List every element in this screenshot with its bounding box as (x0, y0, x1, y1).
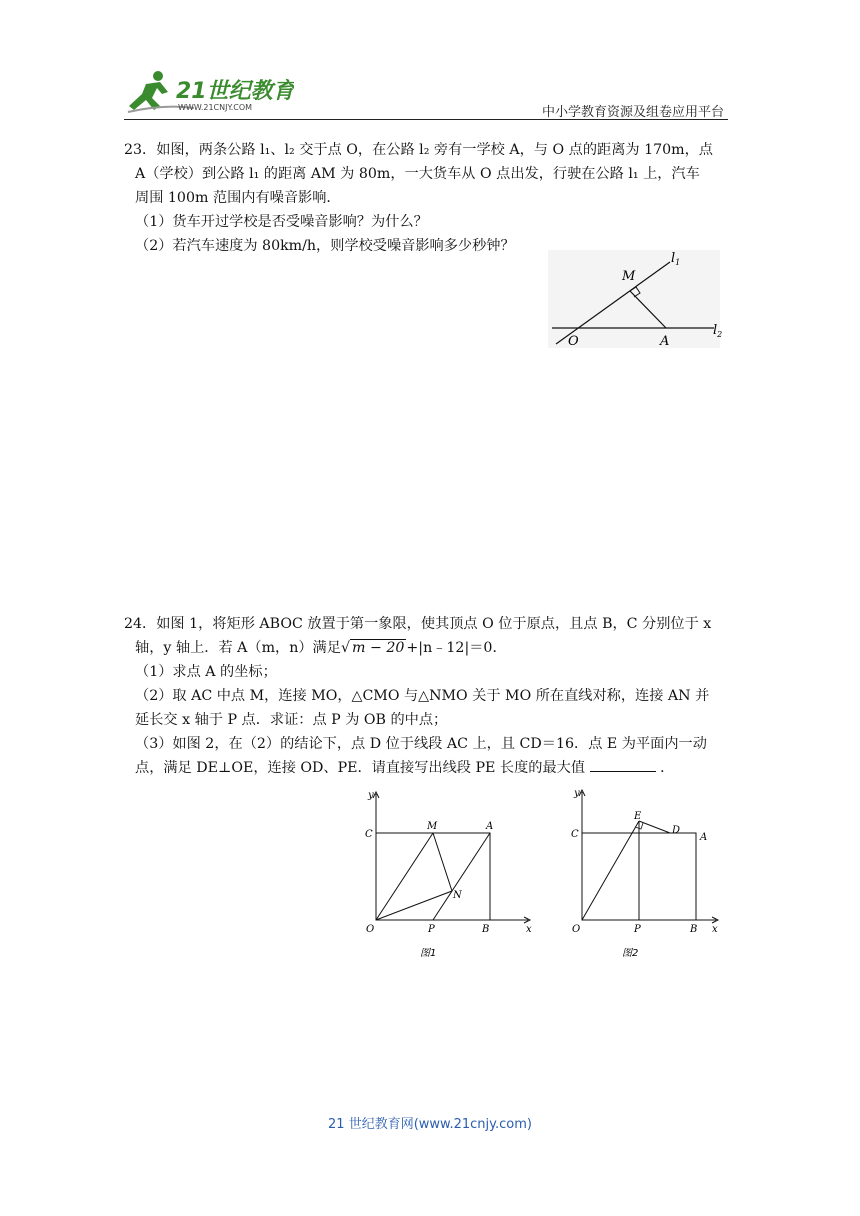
q24-sub-3b-text: 点，满足 DE⊥OE，连接 OD、PE．请直接写出线段 PE 长度的最大值 (135, 760, 586, 776)
fig1-label-a: A (486, 821, 494, 832)
q23-sub-1: （1）货车开过学校是否受噪音影响？为什么？ (135, 214, 428, 230)
q24-sub-2a: （2）取 AC 中点 M，连接 MO，△CMO 与△NMO 关于 MO 所在直线对称，连接 AN 并 (135, 688, 710, 704)
brand-url: WWW.21CNJY.COM (178, 103, 253, 112)
q24-line-2-text: 轴，y 轴上．若 A（m，n）满足 (135, 640, 341, 656)
fig1-label-p: P (428, 924, 435, 935)
question-24 (124, 612, 736, 780)
q24-sub-3a: （3）如图 2，在（2）的结论下，点 D 位于线段 AC 上，且 CD＝16．点 E 为平面内一动 (135, 736, 707, 752)
fig2-label-b: B (690, 924, 698, 935)
fig2-label-e: E (634, 811, 642, 822)
q24-line-2: 轴，y 轴上．若 A（m，n）满足√ m − 20 +|n﹣12|＝0． (135, 640, 507, 656)
q23-sub-2: （2）若汽车速度为 80km/h，则学校受噪音影响多少秒钟？ (135, 238, 515, 254)
header-divider (124, 119, 728, 120)
site-logo (124, 70, 294, 120)
platform-title: 中小学教育资源及组卷应用平台 (541, 105, 724, 120)
fig2-label-y: y (574, 788, 580, 799)
fig2-label-c: C (571, 829, 579, 840)
q24-sub-3b-tail: ． (660, 760, 675, 776)
label-a: A (660, 334, 670, 349)
fig2-label-a: A (700, 832, 708, 843)
q23-line-1: 23．如图，两条公路 l₁、l₂ 交于点 O，在公路 l₂ 旁有一学校 A，与 O 点的距离为 170m，点 (124, 142, 713, 158)
question-23 (124, 138, 736, 258)
fig2-label-d: D (672, 825, 681, 836)
segment-mn (433, 833, 452, 891)
q23-line-3: 周围 100m 范围内有噪音影响． (135, 190, 341, 206)
q24-sub-2b: 延长交 x 轴于 P 点．求证：点 P 为 OB 的中点； (135, 712, 448, 728)
rectangle-aboc (376, 833, 490, 920)
fig1-label-c: C (365, 829, 373, 840)
q23-figure (548, 250, 728, 350)
segment-ap (433, 833, 490, 920)
brand-text: 21世纪教育 (176, 79, 294, 104)
label-l1: $l_1$ (671, 251, 681, 267)
figure-1 (356, 786, 536, 964)
fig1-label-o: O (366, 924, 375, 935)
segment-om (376, 833, 433, 920)
figure-2 (562, 786, 722, 964)
q24-line-1: 24．如图 1，将矩形 ABOC 放置于第一象限，使其顶点 O 位于原点，且点 B，C 分别位于 x (124, 616, 712, 632)
fig1-label-b: B (482, 924, 490, 935)
label-m: M (622, 269, 636, 284)
fig1-label-y: y (368, 790, 374, 801)
label-o: O (568, 334, 579, 349)
fig2-label-x: x (712, 924, 718, 935)
fig1-label-x: x (526, 924, 532, 935)
q24-sub-1: （1）求点 A 的坐标； (135, 664, 277, 680)
fig2-label-o: O (572, 924, 581, 935)
segment-de (639, 821, 670, 833)
fig1-caption: 图1 (420, 948, 437, 959)
q23-line-2: A（学校）到公路 l₁ 的距离 AM 为 80m，一大货车从 O 点出发，行驶在公路 l₁ 上，汽车 (135, 166, 700, 182)
sqrt-expression: m − 20 (351, 640, 405, 656)
q24-line-2-tail: +|n﹣12|＝0． (406, 640, 507, 656)
footer-link[interactable]: 21 世纪教育网(www.21cnjy.com) (328, 1117, 532, 1132)
label-l2: $l_2$ (713, 323, 723, 339)
q24-sub-3b (124, 756, 736, 780)
segment-on (376, 891, 452, 920)
fig2-label-p: P (634, 924, 641, 935)
answer-blank[interactable] (590, 757, 656, 772)
segment-oe (582, 821, 639, 920)
fig1-label-n: N (453, 890, 462, 901)
fig1-label-m: M (427, 821, 438, 832)
fig2-caption: 图2 (622, 948, 639, 959)
